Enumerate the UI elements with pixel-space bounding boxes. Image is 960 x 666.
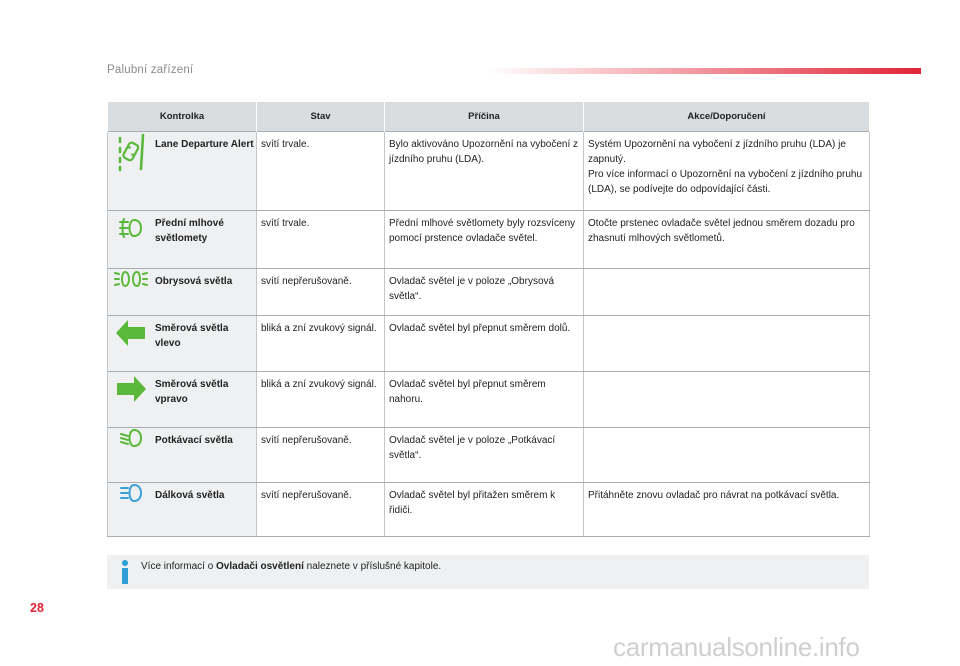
lamp-cell [108,210,257,268]
lamp-name: Obrysová světla [155,275,233,287]
state-cell: bliká a zní zvukový signál. [257,315,385,371]
action-cell [584,315,870,371]
table-row [108,315,870,371]
warning-lamps-table [107,102,870,537]
lamp-name: Přední mlhové světlomety [155,217,224,244]
side-lights-icon [114,269,148,289]
state-cell: svítí nepřerušovaně. [257,427,385,482]
table-row [108,371,870,427]
info-suffix: naleznete v příslušné kapitole. [303,561,442,572]
column-header-state: Stav [257,102,385,131]
table-row [108,427,870,482]
info-prefix: Více informací o [141,561,217,572]
cause-cell: Ovladač světel byl přepnut směrem nahoru. [385,371,584,427]
arrow-left-icon [116,320,146,346]
action-cell: Otočte prstenec ovladače světel jednou směrem dozadu pro zhasnutí mlhových světlometů. [584,210,870,268]
info-icon [114,559,136,585]
lamp-cell [108,315,257,371]
lamp-name: Dálková světla [155,489,225,501]
lamp-cell [108,482,257,536]
info-text [141,561,441,572]
table-row [108,482,870,536]
info-box [107,555,869,589]
table-row [108,268,870,315]
cause-cell: Přední mlhové světlomety byly rozsvíceny pomocí prstence ovladače světel. [385,210,584,268]
lamp-cell [108,427,257,482]
lane-departure-icon [114,132,148,172]
state-cell: svítí trvale. [257,131,385,210]
page-number: 28 [30,601,44,615]
cause-cell: Ovladač světel je v poloze „Obrysová světla“. [385,268,584,315]
front-fog-lamp-icon [117,217,145,239]
lamp-cell [108,268,257,315]
state-cell: bliká a zní zvukový signál. [257,371,385,427]
action-cell [584,268,870,315]
lamp-name: Směrová světla vlevo [155,322,229,349]
lamp-name: Potkávací světla [155,434,233,446]
main-beam-icon [118,483,144,503]
state-cell: svítí nepřerušovaně. [257,268,385,315]
watermark: carmanualsonline.info [613,632,860,662]
cause-cell: Bylo aktivováno Upozornění na vybočení z jízdního pruhu (LDA). [385,131,584,210]
cause-cell: Ovladač světel je v poloze „Potkávací světla“. [385,427,584,482]
action-cell [584,427,870,482]
action-cell: Systém Upozornění na vybočení z jízdního pruhu (LDA) je zapnutý. Pro více informací o Upozornění na vybočení z jízdního pruhu (LDA), se podívejte do odpovídající části. [584,131,870,210]
lamp-cell [108,371,257,427]
state-cell: svítí nepřerušovaně. [257,482,385,536]
column-header-cause: Příčina [385,102,584,131]
action-cell [584,371,870,427]
lamp-name: Směrová světla vpravo [155,378,229,405]
info-link-text: Ovladači osvětlení [216,561,304,572]
lamp-name: Lane Departure Alert [155,138,254,150]
cause-cell: Ovladač světel byl přitažen směrem k řidiči. [385,482,584,536]
column-header-action: Akce/Doporučení [584,102,870,131]
arrow-right-icon [116,376,146,402]
table-row [108,131,870,210]
table-row [108,210,870,268]
dipped-beam-icon [118,428,144,448]
title-rule [488,68,921,74]
column-header-lamp: Kontrolka [108,102,257,131]
action-cell: Přitáhněte znovu ovladač pro návrat na potkávací světla. [584,482,870,536]
lamp-cell [108,131,257,210]
section-title: Palubní zařízení [107,64,194,76]
table-header-row [108,102,870,131]
cause-cell: Ovladač světel byl přepnut směrem dolů. [385,315,584,371]
state-cell: svítí trvale. [257,210,385,268]
